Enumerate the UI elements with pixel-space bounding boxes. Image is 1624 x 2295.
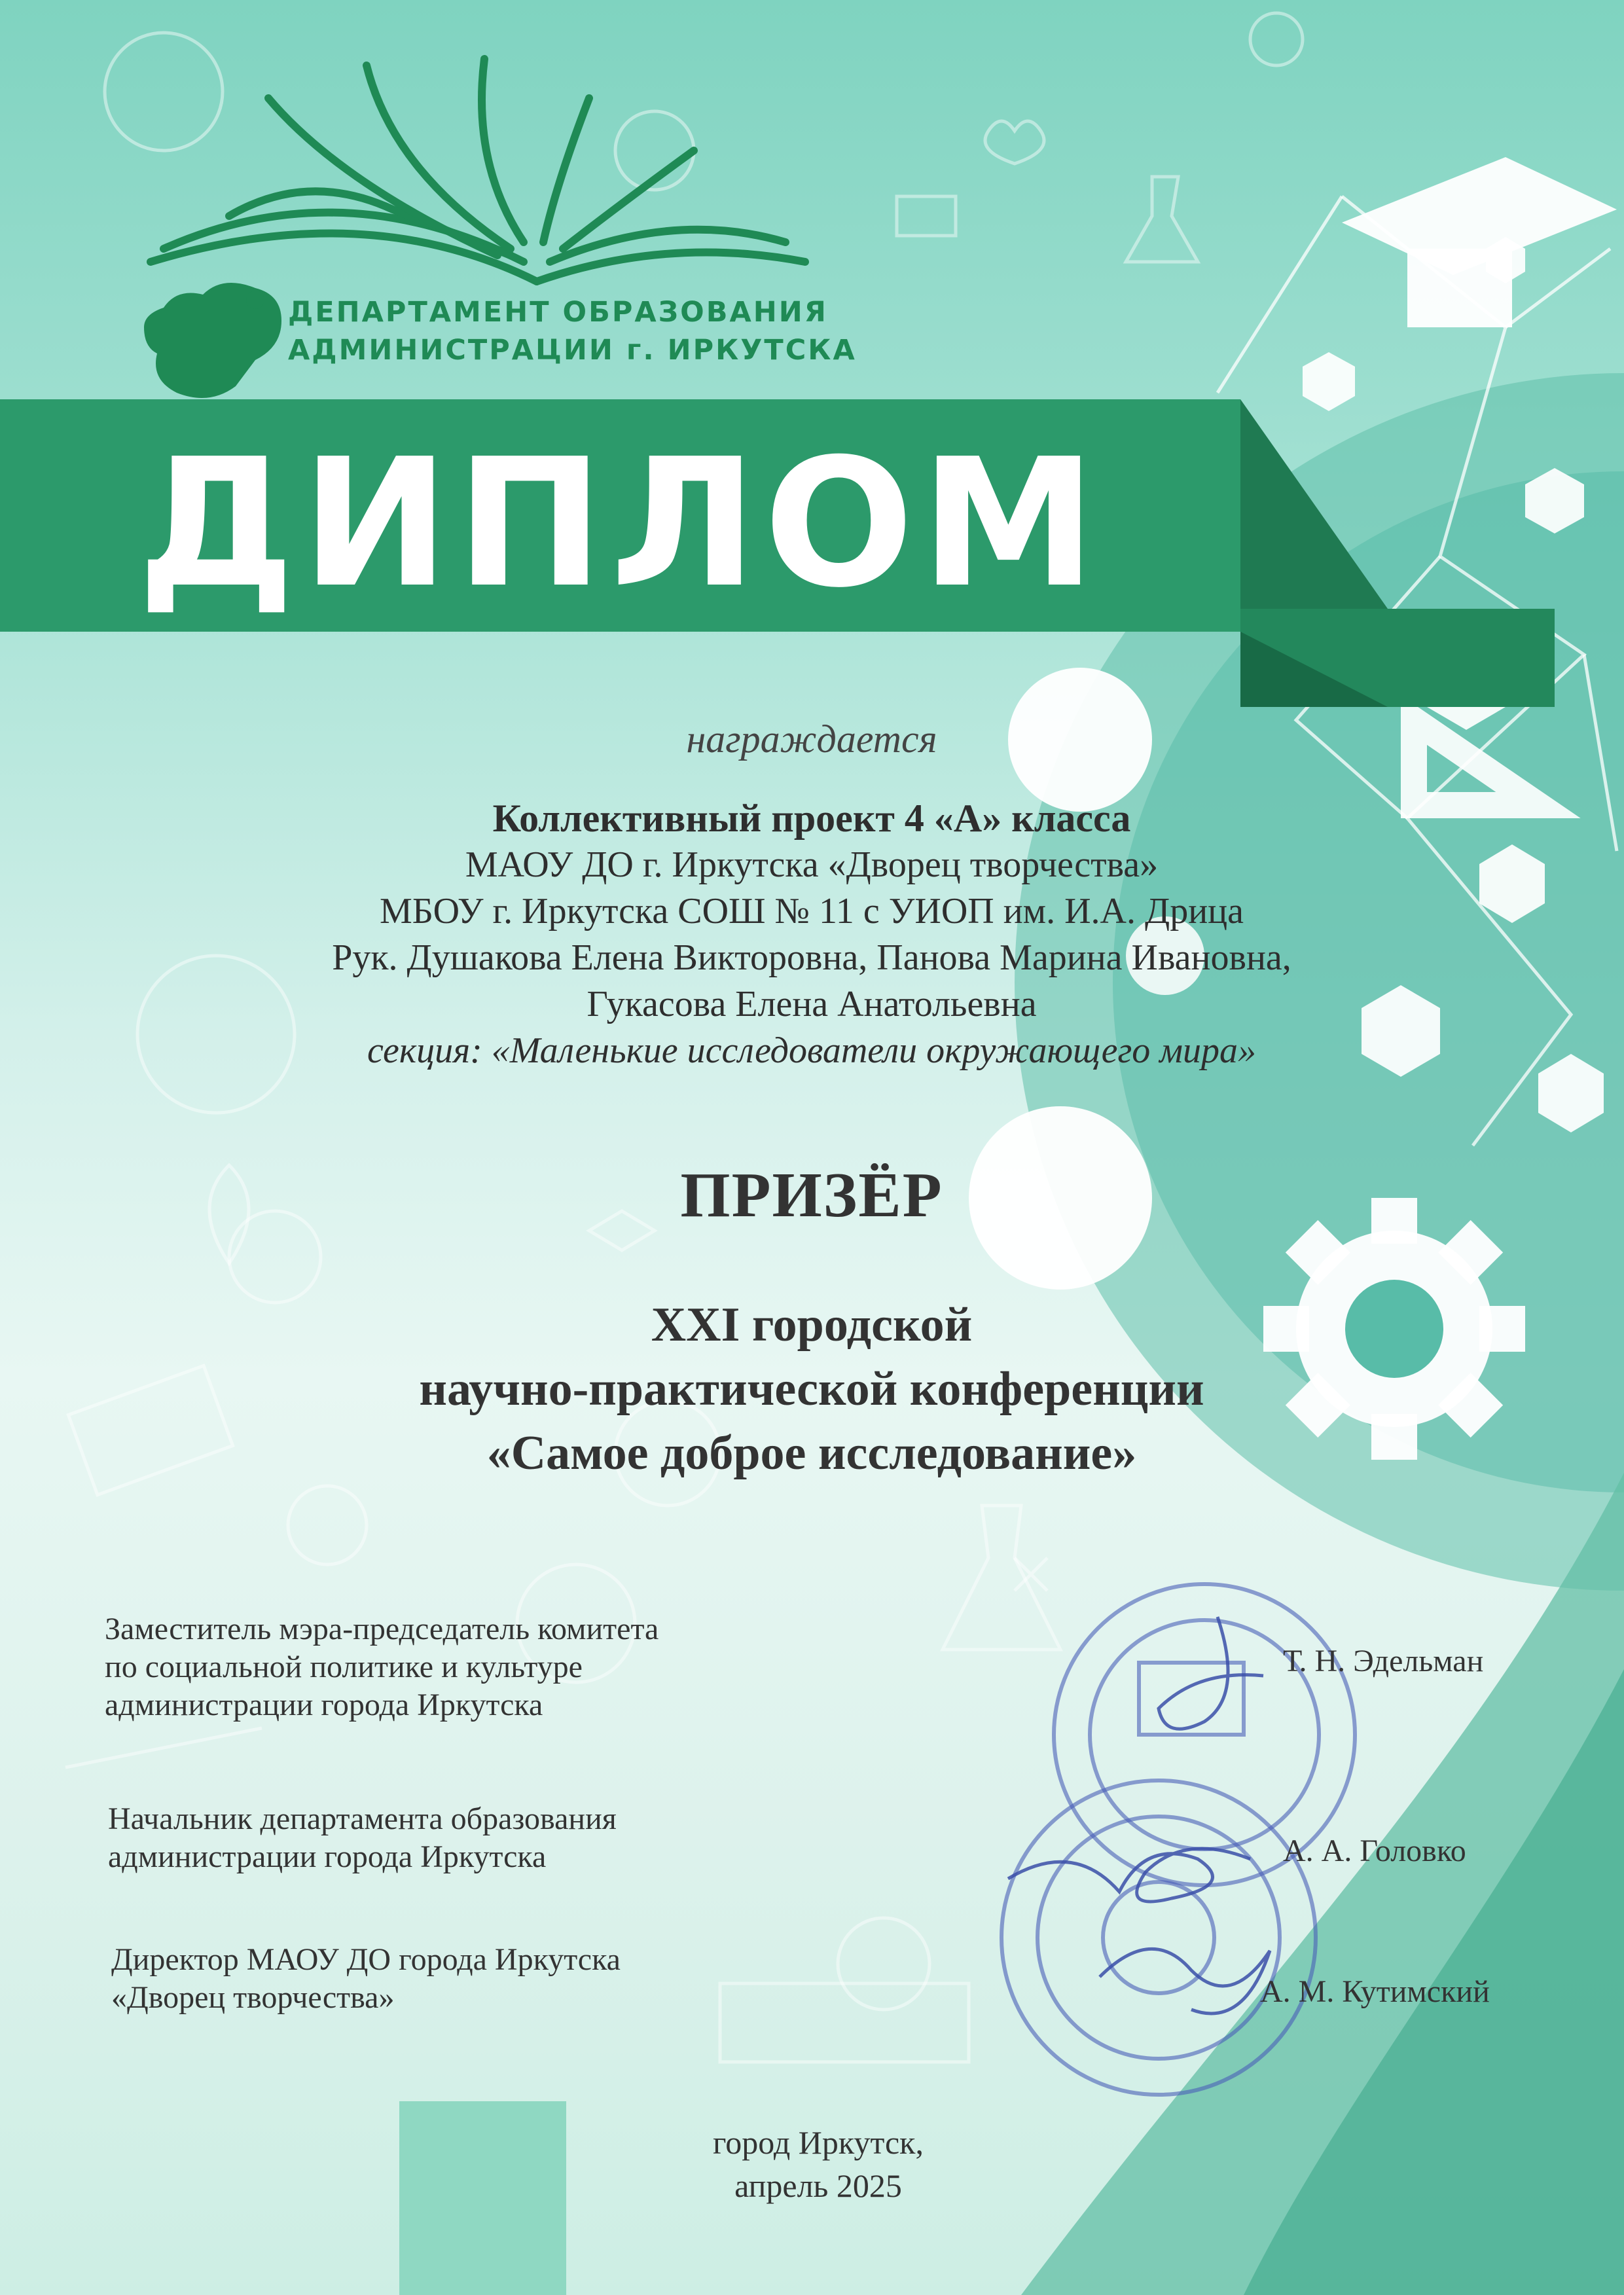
prize-title: ПРИЗЁР [680,1160,943,1231]
signatory-1-role [105,1610,659,1724]
conference-line-1: XXI городской [651,1298,973,1352]
logo-line-1: ДЕПАРТАМЕНТ ОБРАЗОВАНИЯ [288,296,828,329]
recipient-section: секция: «Маленькие исследователи окружающего мира» [367,1030,1257,1071]
signatory-2-role-line-1: Начальник департамента образования [108,1801,617,1836]
footer-date: апрель 2025 [734,2167,902,2204]
signatory-2-role-line-2: администрации города Иркутска [108,1839,547,1874]
signatory-1-role-line-3: администрации города Иркутска [105,1688,543,1722]
department-logo-text [288,293,857,369]
signatory-2-role [108,1800,617,1876]
signatory-1-role-line-2: по социальной политике и культуре [105,1650,583,1684]
recipient-org-1: МАОУ ДО г. Иркутска «Дворец творчества» [465,844,1159,885]
recipient-org-2: МБОУ г. Иркутска СОШ № 11 с УИОП им. И.А. Дрица [380,891,1244,931]
recipient-leaders-1: Рук. Душакова Елена Викторовна, Панова Марина Ивановна, [332,937,1291,978]
conference-block [196,1293,1427,1485]
awarded-text: награждается [686,717,937,761]
signatory-3-role-line-2: «Дворец творчества» [111,1980,395,2015]
footer-place-date [655,2121,982,2207]
signatory-1-name: Т. Н. Эдельман [1283,1644,1484,1678]
diploma-title: ДИПЛОМ [137,420,1103,626]
signatory-1-role-line-1: Заместитель мэра-председатель комитета [105,1612,659,1646]
conference-line-2: научно-практической конференции [419,1362,1204,1416]
recipient-project: Коллективный проект 4 «А» класса [492,797,1131,840]
recipient-block [196,795,1427,1074]
conference-line-3: «Самое доброе исследование» [486,1426,1137,1480]
recipient-leaders-2: Гукасова Елена Анатольевна [586,984,1037,1024]
signatory-3-role-line-1: Директор МАОУ ДО города Иркутска [111,1942,621,1977]
signatory-3-role [111,1941,621,2017]
footer-city: город Иркутск, [713,2124,924,2161]
signatory-3-name: А. М. Кутимский [1260,1974,1490,2009]
logo-line-2: АДМИНИСТРАЦИИ г. ИРКУТСКА [288,334,857,367]
signatory-2-name: А. А. Головко [1283,1834,1466,1868]
